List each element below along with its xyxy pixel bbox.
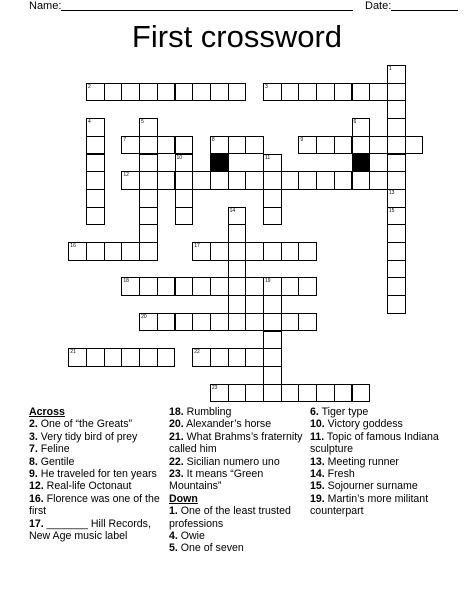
clue-item — [169, 542, 304, 554]
clue-item — [29, 443, 163, 455]
crossword-cell[interactable] — [104, 348, 123, 367]
crossword-cell[interactable] — [175, 154, 194, 173]
crossword-cell[interactable] — [228, 171, 247, 190]
clue-number: 12. — [29, 480, 44, 493]
crossword-cell[interactable] — [245, 277, 264, 296]
clue-number: 21 — [70, 349, 76, 356]
clue-number: 6 — [353, 119, 357, 126]
crossword-cell[interactable] — [387, 295, 406, 314]
clue-number: 21. — [169, 430, 184, 443]
crossword-cell[interactable] — [139, 189, 158, 208]
crossword-cell[interactable] — [139, 83, 158, 102]
clue-number: 19. — [310, 492, 325, 505]
crossword-cell[interactable] — [86, 83, 105, 102]
clue-item — [310, 456, 460, 468]
crossword-cell[interactable] — [387, 118, 406, 137]
clue-number: 16. — [29, 492, 44, 505]
clue-text: Sicilian numero uno — [183, 455, 280, 468]
crossword-cell[interactable] — [263, 277, 282, 296]
clue-text: _______ Hill Records, New Age music label — [29, 517, 151, 543]
crossword-cell[interactable] — [192, 83, 211, 102]
clue-text: Very tidy bird of prey — [37, 430, 138, 443]
crossword-cell[interactable] — [139, 224, 158, 243]
crossword-cell[interactable] — [175, 83, 194, 102]
crossword-cell[interactable] — [263, 83, 282, 102]
clue-item — [169, 418, 304, 430]
clue-number: 18 — [123, 278, 129, 285]
crossword-cell[interactable] — [298, 136, 317, 155]
clue-text: Rumbling — [183, 406, 232, 418]
clue-number: 4 — [88, 119, 91, 126]
clue-item — [29, 456, 163, 468]
crossword-cell[interactable] — [86, 207, 105, 226]
crossword-cell[interactable] — [192, 171, 211, 190]
crossword-cell[interactable] — [298, 83, 317, 102]
crossword-cell[interactable] — [387, 136, 406, 155]
clue-number: 15. — [310, 480, 325, 493]
clue-number: 10. — [310, 418, 325, 431]
clue-item — [29, 431, 163, 443]
clue-number: 17. — [29, 517, 44, 530]
crossword-cell[interactable] — [210, 384, 229, 403]
crossword-cell[interactable] — [104, 83, 123, 102]
clue-text: Florence was one of the first — [29, 492, 160, 518]
crossword-cell[interactable] — [352, 83, 371, 102]
crossword-cell[interactable] — [86, 242, 105, 261]
crossword-cell[interactable] — [263, 331, 282, 350]
clue-number: 23 — [211, 384, 218, 391]
crossword-cell[interactable] — [334, 136, 353, 155]
crossword-cell[interactable] — [121, 171, 140, 190]
clue-number: 12 — [123, 172, 129, 179]
crossword-cell[interactable] — [192, 242, 211, 261]
crossword-cell[interactable] — [316, 384, 335, 403]
crossword-cell[interactable] — [121, 83, 140, 102]
crossword-cell[interactable] — [86, 154, 105, 173]
crossword-cell[interactable] — [263, 384, 282, 403]
clue-text: He traveled for ten years — [37, 468, 157, 481]
crossword-cell[interactable] — [352, 136, 371, 155]
clue-number: 18. — [169, 406, 184, 418]
clue-item — [310, 468, 460, 480]
crossword-cell[interactable] — [263, 295, 282, 314]
clue-text: Meeting runner — [324, 455, 399, 468]
clue-number: 10 — [176, 154, 183, 161]
crossword-cell[interactable] — [175, 207, 194, 226]
crossword-cell[interactable] — [192, 313, 211, 332]
clue-text: It means “Green Mountains” — [169, 468, 264, 493]
clue-item — [169, 530, 304, 542]
crossword-cell[interactable] — [298, 384, 317, 403]
crossword-cell[interactable] — [86, 136, 105, 155]
clue-number: 8. — [29, 455, 38, 468]
down-heading: Down — [169, 492, 198, 505]
clue-text: Real-life Octonaut — [43, 480, 132, 493]
crossword-cell[interactable] — [210, 83, 229, 102]
crossword-cell[interactable] — [334, 384, 353, 403]
crossword-cell[interactable] — [281, 384, 300, 403]
clue-text: One of the least trusted professions — [169, 505, 291, 530]
crossword-cell[interactable] — [175, 313, 194, 332]
clue-item — [29, 418, 163, 430]
crossword-cell[interactable] — [139, 207, 158, 226]
crossword-cell[interactable] — [139, 171, 158, 190]
crossword-cell[interactable] — [245, 348, 264, 367]
clue-item — [29, 480, 163, 492]
crossword-cell[interactable] — [298, 171, 317, 190]
crossword-cell[interactable] — [228, 242, 247, 261]
clue-number: 13. — [310, 455, 325, 468]
crossword-cell[interactable] — [387, 189, 406, 208]
clue-item — [29, 518, 163, 543]
crossword-cell[interactable] — [245, 242, 264, 261]
crossword-cell[interactable] — [334, 83, 353, 102]
crossword-cell[interactable] — [175, 189, 194, 208]
clue-text: Martin’s more militant counterpart — [310, 492, 429, 518]
crossword-cell[interactable] — [228, 313, 247, 332]
crossword-cell[interactable] — [157, 171, 176, 190]
crossword-cell[interactable] — [298, 313, 317, 332]
crossword-cell[interactable] — [387, 277, 406, 296]
crossword-cell[interactable] — [263, 313, 282, 332]
crossword-cell[interactable] — [263, 171, 282, 190]
crossword-cell[interactable] — [281, 83, 300, 102]
crossword-cell[interactable] — [369, 171, 388, 190]
clue-text: One of seven — [177, 542, 244, 555]
clue-number: 3 — [265, 83, 268, 90]
clues-column-1 — [29, 406, 163, 542]
clue-item — [169, 468, 304, 493]
crossword-cell[interactable] — [245, 313, 264, 332]
across-heading: Across — [29, 406, 65, 418]
crossword-cell[interactable] — [387, 260, 406, 279]
crossword-cell[interactable] — [263, 348, 282, 367]
crossword-cell[interactable] — [157, 136, 176, 155]
crossword-cell[interactable] — [210, 313, 229, 332]
crossword-cell[interactable] — [228, 295, 247, 314]
clue-number: 3. — [29, 430, 38, 443]
clue-number: 4. — [169, 530, 178, 543]
crossword-cell[interactable] — [281, 313, 300, 332]
clue-number: 7. — [29, 443, 38, 456]
crossword-cell[interactable] — [352, 118, 371, 137]
clue-item — [29, 493, 163, 518]
crossword-cell[interactable] — [298, 277, 317, 296]
crossword-cell[interactable] — [86, 189, 105, 208]
clue-number: 22. — [169, 455, 184, 468]
crossword-cell[interactable] — [387, 171, 406, 190]
crossword-cell[interactable] — [316, 83, 335, 102]
clue-item — [169, 505, 304, 530]
crossword-cell[interactable] — [316, 136, 335, 155]
crossword-cell[interactable] — [139, 136, 158, 155]
clues-column-3 — [310, 406, 460, 518]
clue-item — [310, 480, 460, 492]
name-label: Name: — [29, 0, 62, 12]
crossword-cell[interactable] — [121, 242, 140, 261]
clue-number: 14. — [310, 468, 325, 481]
clue-number: 17 — [194, 243, 200, 249]
crossword-cell[interactable] — [245, 384, 264, 403]
crossword-cell[interactable] — [387, 83, 406, 102]
crossword-cell[interactable] — [68, 242, 87, 261]
crossword-cell[interactable] — [263, 154, 282, 173]
crossword-cell[interactable] — [228, 207, 247, 226]
clue-text: One of “the Greats” — [37, 418, 133, 431]
clue-number: 6. — [310, 406, 319, 418]
crossword-cell[interactable] — [157, 348, 176, 367]
clue-number: 7 — [123, 136, 127, 143]
clue-text: Fresh — [324, 468, 355, 481]
crossword-cell[interactable] — [369, 136, 388, 155]
clue-number: 5. — [169, 542, 178, 555]
crossword-black-cell — [210, 154, 229, 173]
crossword-cell[interactable] — [316, 171, 335, 190]
clue-number: 8 — [211, 136, 215, 143]
clue-item — [310, 406, 460, 418]
crossword-black-cell — [352, 154, 371, 173]
crossword-cell[interactable] — [86, 171, 105, 190]
crossword-cell[interactable] — [192, 348, 211, 367]
crossword-cell[interactable] — [157, 277, 176, 296]
crossword-cell[interactable] — [228, 136, 247, 155]
clue-text: Gentile — [37, 455, 75, 468]
crossword-cell[interactable] — [139, 313, 158, 332]
clue-number: 20. — [169, 418, 184, 431]
crossword-cell[interactable] — [281, 171, 300, 190]
crossword-cell[interactable] — [210, 136, 229, 155]
crossword-cell[interactable] — [210, 242, 229, 261]
crossword-cell[interactable] — [121, 277, 140, 296]
crossword-cell[interactable] — [139, 348, 158, 367]
crossword-cell[interactable] — [387, 65, 406, 84]
crossword-cell[interactable] — [175, 277, 194, 296]
clue-number: 19 — [265, 278, 271, 285]
clue-number: 1 — [388, 66, 392, 72]
crossword-cell[interactable] — [121, 348, 140, 367]
clue-text: What Brahms’s fraternity called him — [169, 430, 303, 456]
crossword-cell[interactable] — [263, 242, 282, 261]
clue-number: 9 — [300, 136, 304, 143]
clue-number: 11 — [265, 154, 271, 161]
clue-item — [310, 493, 460, 518]
clue-item — [310, 418, 460, 430]
clue-text: Victory goddess — [324, 418, 403, 431]
crossword-cell[interactable] — [228, 348, 247, 367]
crossword-cell[interactable] — [157, 83, 176, 102]
clue-number: 5 — [141, 119, 144, 126]
clue-text: Sojourner surname — [324, 480, 418, 493]
clue-item — [310, 431, 460, 456]
crossword-cell[interactable] — [228, 384, 247, 403]
clue-number: 14 — [229, 207, 236, 214]
crossword-cell[interactable] — [86, 348, 105, 367]
crossword-cell[interactable] — [245, 171, 264, 190]
crossword-cell[interactable] — [369, 83, 388, 102]
clues-column-2 — [169, 406, 304, 555]
crossword-cell[interactable] — [86, 118, 105, 137]
crossword-cell[interactable] — [281, 277, 300, 296]
crossword-cell[interactable] — [210, 171, 229, 190]
date-label: Date: — [365, 0, 392, 12]
crossword-cell[interactable] — [352, 171, 371, 190]
crossword-cell[interactable] — [228, 224, 247, 243]
clue-text: Feline — [37, 443, 70, 456]
crossword-cell[interactable] — [405, 136, 424, 155]
crossword-cell[interactable] — [387, 224, 406, 243]
clue-number: 20 — [141, 313, 147, 320]
clue-number: 13 — [388, 189, 395, 196]
page-title: First crossword — [131, 19, 343, 54]
clues-section — [0, 406, 474, 606]
crossword-cell[interactable] — [139, 277, 158, 296]
crossword-cell[interactable] — [139, 242, 158, 261]
clue-number: 2. — [29, 418, 38, 431]
crossword-cell[interactable] — [228, 83, 247, 102]
clue-text: Owie — [177, 530, 205, 543]
crossword-cell[interactable] — [175, 136, 194, 155]
crossword-cell[interactable] — [157, 313, 176, 332]
crossword-cell[interactable] — [263, 189, 282, 208]
crossword-cell[interactable] — [228, 260, 247, 279]
clue-item — [169, 456, 304, 468]
crossword-cell[interactable] — [298, 242, 317, 261]
crossword-cell[interactable] — [104, 242, 123, 261]
clue-item — [169, 406, 304, 418]
crossword-cell[interactable] — [281, 242, 300, 261]
crossword-cell[interactable] — [387, 207, 406, 226]
crossword-cell[interactable] — [228, 277, 247, 296]
clue-number: 16 — [70, 243, 76, 249]
crossword-cell[interactable] — [387, 154, 406, 173]
crossword-cell[interactable] — [352, 384, 371, 403]
clue-number: 15 — [388, 207, 395, 214]
crossword-cell[interactable] — [263, 366, 282, 385]
clue-item — [29, 468, 163, 480]
clue-text: Topic of famous Indiana sculpture — [310, 430, 439, 456]
crossword-cell[interactable] — [210, 277, 229, 296]
crossword-cell[interactable] — [139, 118, 158, 137]
crossword-cell[interactable] — [263, 207, 282, 226]
clue-text: Alexander’s horse — [183, 418, 272, 431]
clue-item — [169, 431, 304, 456]
crossword-cell[interactable] — [121, 136, 140, 155]
clue-number: 22 — [194, 349, 200, 356]
clue-number: 1. — [169, 505, 178, 518]
crossword-cell[interactable] — [68, 348, 87, 367]
crossword-cell[interactable] — [334, 171, 353, 190]
clue-number: 2 — [88, 83, 91, 90]
crossword-cell[interactable] — [210, 348, 229, 367]
crossword-cell[interactable] — [139, 154, 158, 173]
crossword-cell[interactable] — [245, 136, 264, 155]
crossword-cell[interactable] — [387, 100, 406, 119]
clue-text: Tiger type — [318, 406, 369, 418]
crossword-cell[interactable] — [175, 171, 194, 190]
crossword-cell[interactable] — [387, 242, 406, 261]
clue-number: 11. — [310, 430, 325, 443]
clue-number: 23. — [169, 468, 184, 481]
clue-number: 9. — [29, 468, 38, 481]
crossword-cell[interactable] — [192, 277, 211, 296]
